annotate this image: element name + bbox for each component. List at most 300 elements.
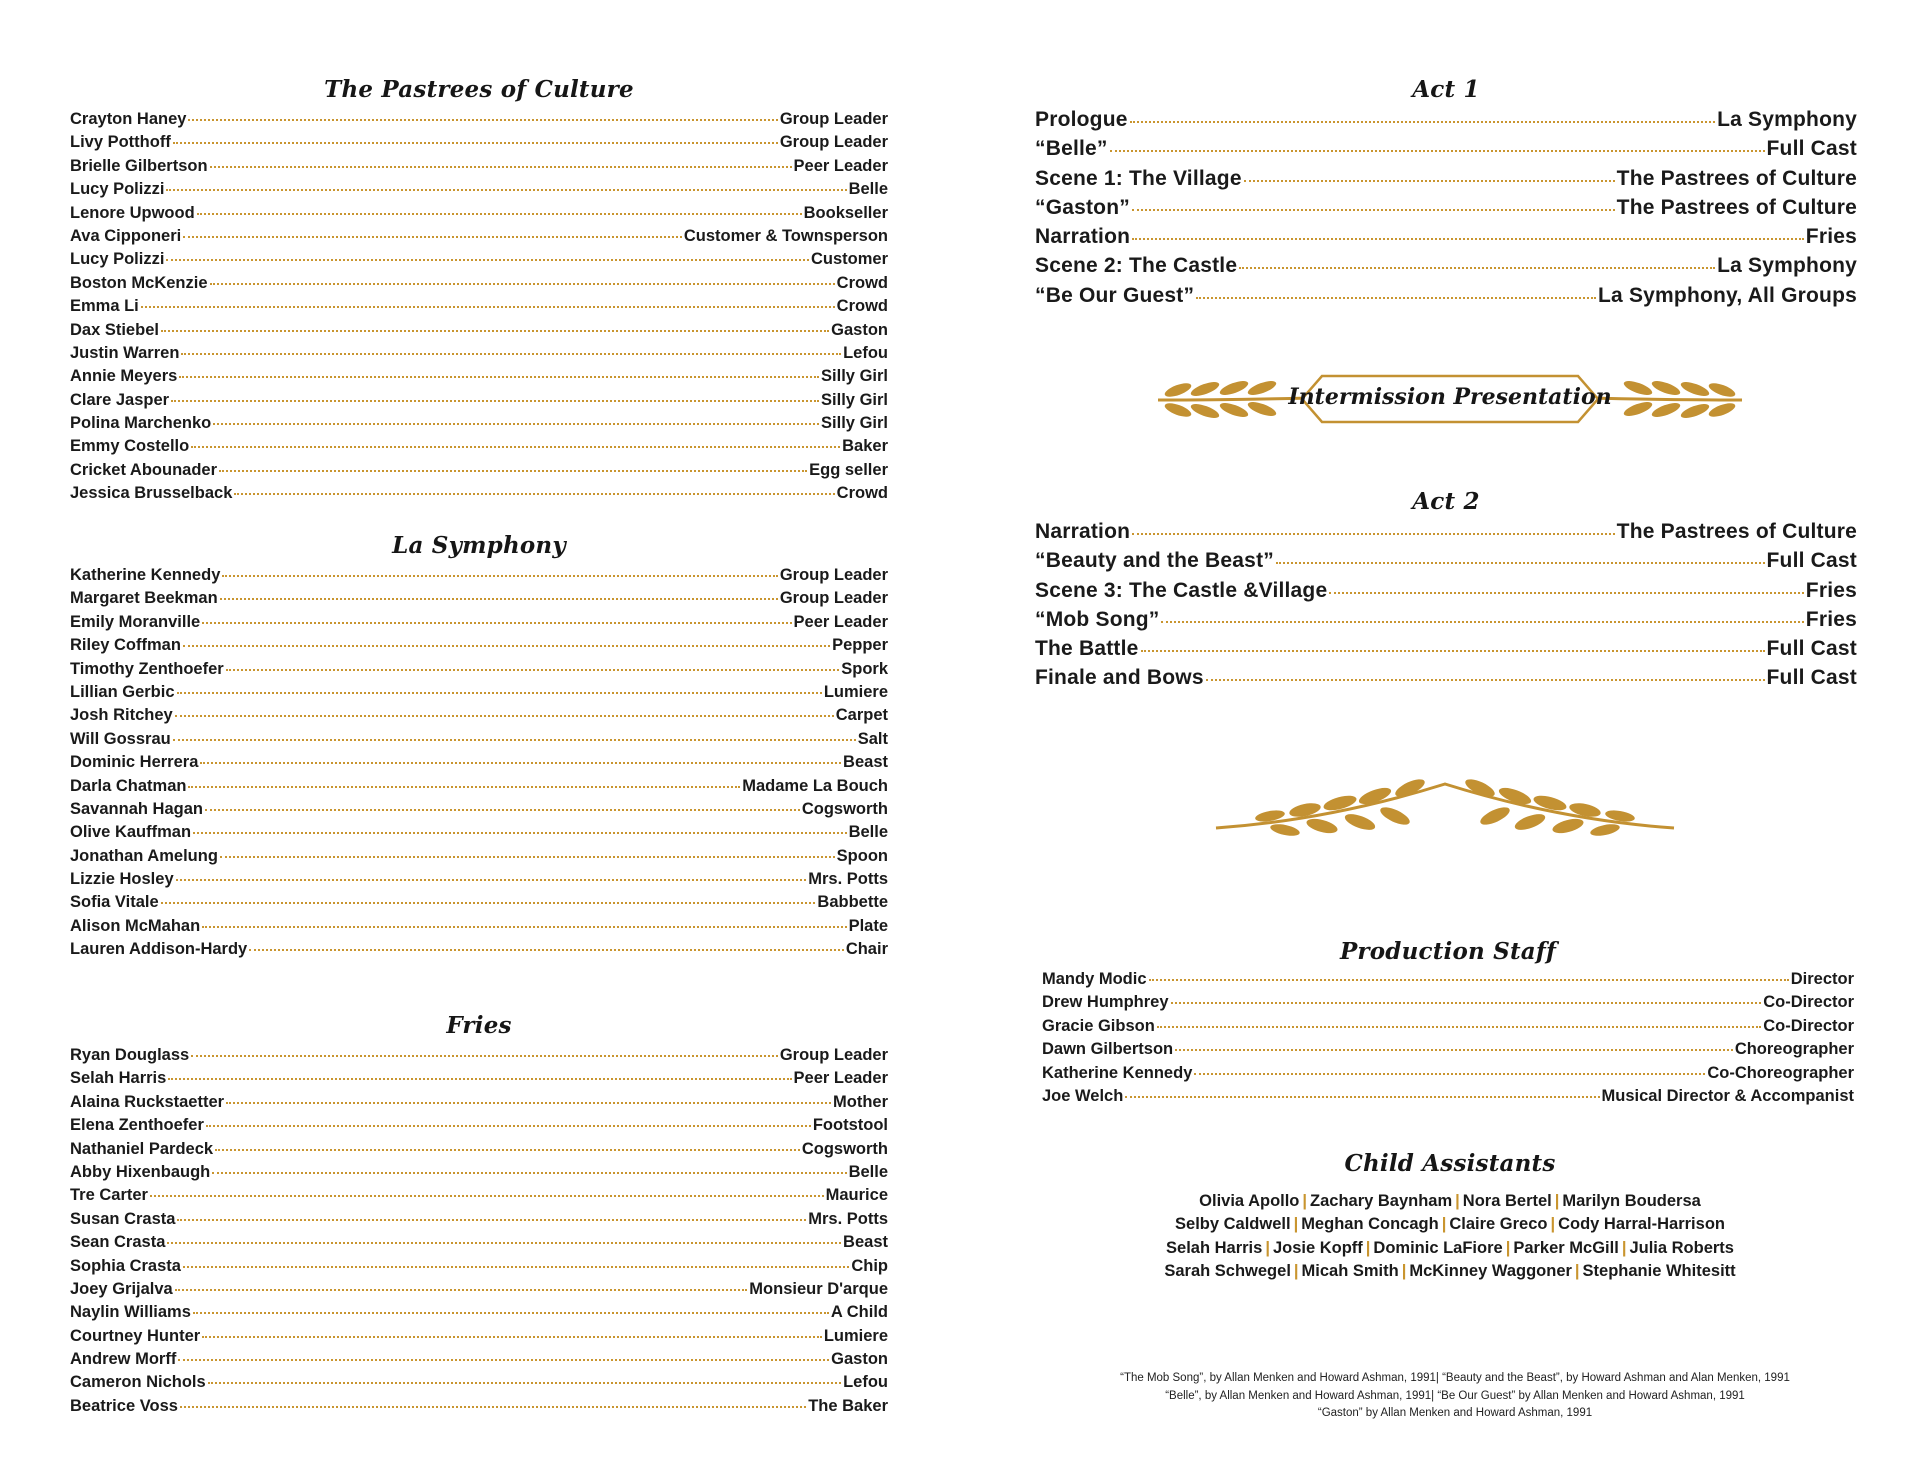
row-name: Nathaniel Pardeck	[70, 1139, 214, 1158]
row-name: Riley Coffman	[70, 636, 181, 655]
row-role: Customer	[810, 250, 888, 269]
cast-row	[70, 414, 888, 437]
cast-row	[70, 636, 888, 659]
row-role: Madame La Bouch	[742, 776, 888, 795]
act1-section	[1035, 76, 1857, 313]
row-role: Group Leader	[779, 133, 888, 152]
dot-leader	[183, 236, 682, 238]
row-name: Lauren Addison-Hardy	[70, 940, 248, 959]
row-role: Belle	[848, 180, 888, 199]
dot-leader	[175, 715, 834, 717]
row-name: Clare Jasper	[70, 390, 170, 409]
cast-row	[70, 1233, 888, 1256]
assistant-name: Selby Caldwell	[1175, 1215, 1291, 1234]
separator: |	[1265, 1238, 1270, 1257]
row-role: Choreographer	[1734, 1040, 1854, 1059]
assistant-name: Nora Bertel	[1462, 1192, 1552, 1210]
cast-row	[70, 484, 888, 507]
assistants-list	[1100, 1190, 1800, 1284]
row-name: Alaina Ruckstaetter	[70, 1092, 225, 1111]
cast-row	[70, 940, 888, 963]
row-role: Beast	[843, 753, 888, 772]
row-name: Brielle Gilbertson	[70, 156, 208, 175]
song-credits	[1020, 1370, 1890, 1423]
row-name: Annie Meyers	[70, 367, 178, 386]
dot-leader	[202, 926, 846, 928]
row-role: Maurice	[825, 1186, 888, 1205]
row-name: Joey Grijalva	[70, 1279, 173, 1298]
section-heading: Act 2	[1412, 488, 1480, 515]
cast-row	[1035, 666, 1857, 695]
dot-leader	[1244, 180, 1615, 182]
cast-row	[70, 1280, 888, 1303]
row-role: Co-Choreographer	[1707, 1063, 1854, 1082]
row-role: Crowd	[836, 484, 888, 503]
row-role: Customer & Townsperson	[683, 226, 888, 245]
cast-row	[70, 344, 888, 367]
dot-leader	[234, 493, 834, 495]
row-name: Andrew Morff	[70, 1350, 177, 1369]
row-role: Fries	[1805, 578, 1857, 602]
assistant-name: Julia Roberts	[1629, 1238, 1734, 1257]
dot-leader	[1132, 238, 1804, 240]
row-name: Polina Marchenko	[70, 414, 212, 433]
dot-leader	[191, 446, 840, 448]
row-role: A Child	[830, 1303, 888, 1322]
assistant-name: Olivia Apollo	[1199, 1192, 1300, 1210]
dot-leader	[166, 259, 809, 261]
laurel-divider-icon	[1210, 778, 1680, 838]
separator: |	[1574, 1262, 1580, 1281]
cast-row	[70, 800, 888, 823]
dot-leader	[173, 739, 856, 741]
assistant-name: Cody Harral-Harrison	[1558, 1215, 1725, 1234]
separator: |	[1554, 1192, 1560, 1210]
dot-leader	[171, 400, 819, 402]
dot-leader	[1239, 267, 1715, 269]
cast-row	[70, 1350, 888, 1373]
cast-row	[1035, 549, 1857, 578]
row-role: Mother	[833, 1092, 888, 1111]
dot-leader	[1276, 562, 1765, 564]
cast-row	[1035, 196, 1857, 225]
cast-row	[70, 461, 888, 484]
dot-leader	[202, 1336, 822, 1338]
row-name: Dax Stiebel	[70, 320, 159, 339]
symphony-section	[70, 532, 888, 964]
cast-row	[70, 297, 888, 320]
cast-row	[1042, 1040, 1854, 1063]
row-name: Josh Ritchey	[70, 706, 173, 725]
separator: |	[1621, 1238, 1627, 1257]
row-name: “Beauty and the Beast”	[1035, 549, 1274, 573]
row-name: “Be Our Guest”	[1035, 283, 1195, 307]
cast-row	[70, 589, 888, 612]
row-role: Belle	[848, 823, 888, 842]
row-name: Sean Crasta	[70, 1233, 166, 1252]
assistants-line	[1100, 1260, 1800, 1283]
section-heading: Fries	[446, 1012, 512, 1039]
row-role: Chair	[845, 940, 888, 959]
row-role: La Symphony	[1717, 254, 1857, 278]
cast-row	[1035, 637, 1857, 666]
dot-leader	[188, 119, 777, 121]
row-name: Narration	[1035, 520, 1131, 543]
row-name: Katherine Kennedy	[70, 566, 221, 584]
dot-leader	[166, 189, 846, 191]
row-role: La Symphony	[1717, 108, 1857, 131]
cast-row	[1035, 108, 1857, 137]
dot-leader	[183, 1266, 849, 1268]
dot-leader	[181, 353, 841, 355]
dot-leader	[193, 832, 847, 834]
cast-row	[1035, 137, 1857, 166]
dot-leader	[161, 902, 816, 904]
dot-leader	[1132, 533, 1615, 535]
assistant-name: Marilyn Boudersa	[1562, 1192, 1701, 1210]
cast-row	[70, 1397, 888, 1420]
dot-leader	[141, 306, 835, 308]
row-role: Chip	[851, 1256, 888, 1275]
row-name: Drew Humphrey	[1042, 993, 1169, 1012]
row-role: Gaston	[831, 320, 888, 339]
dot-leader	[220, 598, 778, 600]
row-name: Dawn Gilbertson	[1042, 1040, 1174, 1059]
row-name: Livy Potthoff	[70, 133, 171, 152]
assistants-line	[1100, 1237, 1800, 1260]
row-name: Courtney Hunter	[70, 1326, 201, 1345]
dot-leader	[175, 1289, 748, 1291]
cast-row	[70, 227, 888, 250]
row-name: Sofia Vitale	[70, 893, 159, 912]
row-role: Cogsworth	[801, 1139, 888, 1158]
dot-leader	[220, 856, 835, 858]
row-role: Silly Girl	[821, 390, 888, 409]
dot-leader	[212, 1172, 846, 1174]
cast-row	[70, 730, 888, 753]
dot-leader	[1161, 621, 1803, 623]
cast-row	[70, 1163, 888, 1186]
cast-row	[1035, 225, 1857, 254]
row-role: Mrs. Potts	[808, 870, 888, 889]
cast-row	[70, 753, 888, 776]
row-name: Katherine Kennedy	[1042, 1063, 1193, 1082]
cast-row	[70, 204, 888, 227]
credit-line: “Gaston” by Allan Menken and Howard Ashman, 1991	[1317, 1407, 1593, 1419]
row-role: Co-Director	[1763, 1016, 1854, 1035]
assistant-name: Parker McGill	[1513, 1238, 1619, 1257]
row-role: Group Leader	[779, 1046, 888, 1064]
row-name: Scene 3: The Castle &Village	[1035, 578, 1328, 602]
row-role: Peer Leader	[793, 1069, 888, 1088]
cast-row	[70, 566, 888, 589]
cast-row	[1035, 284, 1857, 313]
row-role: Group Leader	[779, 110, 888, 128]
row-role: Peer Leader	[793, 156, 888, 175]
row-role: Babbette	[817, 893, 888, 912]
staff-list	[1042, 970, 1854, 1110]
laurel-divider	[1210, 778, 1680, 838]
cast-row	[1042, 1087, 1854, 1110]
separator: |	[1441, 1215, 1447, 1234]
row-name: Olive Kauffman	[70, 823, 192, 842]
row-name: Sophia Crasta	[70, 1256, 181, 1275]
dot-leader	[150, 1195, 824, 1197]
row-name: Lucy Polizzi	[70, 250, 165, 269]
row-name: Finale and Bows	[1035, 666, 1204, 690]
row-name: Cricket Abounader	[70, 460, 218, 479]
row-name: Cameron Nichols	[70, 1373, 206, 1392]
row-role: Crowd	[836, 273, 888, 292]
dot-leader	[168, 1078, 791, 1080]
dot-leader	[226, 669, 840, 671]
row-role: Group Leader	[779, 589, 888, 608]
cast-row	[1035, 167, 1857, 196]
row-name: Prologue	[1035, 108, 1128, 131]
row-role: Silly Girl	[821, 367, 888, 386]
cast-row	[70, 683, 888, 706]
cast-row	[70, 133, 888, 156]
dot-leader	[188, 786, 740, 788]
separator: |	[1293, 1262, 1299, 1281]
cast-row	[70, 1186, 888, 1209]
dot-leader	[1110, 150, 1765, 152]
dot-leader	[215, 1149, 800, 1151]
assistant-name: Sarah Schwegel	[1164, 1262, 1291, 1281]
row-name: Naylin Williams	[70, 1303, 191, 1322]
row-name: Narration	[1035, 225, 1131, 249]
row-name: Alison McMahan	[70, 916, 201, 935]
cast-row	[1042, 1017, 1854, 1040]
row-name: Scene 2: The Castle	[1035, 254, 1238, 278]
cast-row	[70, 917, 888, 940]
row-name: Elena Zenthoefer	[70, 1116, 204, 1135]
dot-leader	[1132, 209, 1615, 211]
dot-leader	[1157, 1026, 1761, 1028]
row-name: Jonathan Amelung	[70, 846, 218, 865]
row-name: Margaret Beekman	[70, 589, 218, 608]
cast-row	[70, 180, 888, 203]
cast-row	[70, 1373, 888, 1396]
row-role: Full Cast	[1766, 137, 1857, 161]
cast-row	[70, 321, 888, 344]
row-name: Lillian Gerbic	[70, 682, 175, 701]
assistants-line	[1100, 1213, 1800, 1236]
row-role: Group Leader	[779, 566, 888, 584]
row-role: Mrs. Potts	[808, 1209, 888, 1228]
cast-row	[70, 1257, 888, 1280]
section-heading: The Pastrees of Culture	[324, 76, 634, 103]
row-name: Ava Cipponeri	[70, 226, 182, 245]
row-role: Pepper	[832, 636, 888, 655]
cast-row	[1042, 993, 1854, 1016]
row-name: Savannah Hagan	[70, 799, 203, 818]
dot-leader	[208, 1382, 841, 1384]
dot-leader	[1206, 679, 1765, 681]
cast-row	[1035, 579, 1857, 608]
row-name: Crayton Haney	[70, 110, 187, 128]
assistant-name: Selah Harris	[1166, 1238, 1263, 1257]
row-role: Fries	[1805, 607, 1857, 631]
section-heading: La Symphony	[392, 532, 566, 559]
row-name: Boston McKenzie	[70, 273, 208, 292]
cast-row	[70, 1046, 888, 1069]
cast-row	[70, 823, 888, 846]
separator: |	[1401, 1262, 1407, 1281]
row-role: Egg seller	[809, 460, 888, 479]
row-role: Spork	[841, 659, 888, 678]
dot-leader	[202, 622, 791, 624]
cast-row	[70, 847, 888, 870]
dot-leader	[200, 762, 841, 764]
row-role: The Baker	[808, 1396, 888, 1415]
fries-section	[70, 1012, 888, 1420]
dot-leader	[1141, 650, 1765, 652]
intermission-banner	[1150, 362, 1750, 432]
assistant-name: Zachary Baynham	[1310, 1192, 1453, 1210]
separator: |	[1505, 1238, 1511, 1257]
row-role: Full Cast	[1766, 549, 1857, 573]
cast-row	[70, 250, 888, 273]
row-role: Full Cast	[1766, 666, 1857, 690]
row-name: Justin Warren	[70, 343, 180, 362]
row-role: The Pastrees of Culture	[1616, 166, 1857, 190]
assistant-name: Josie Kopff	[1272, 1238, 1363, 1257]
row-role: Cogsworth	[801, 799, 888, 818]
row-name: Will Gossrau	[70, 729, 171, 748]
row-role: Lefou	[843, 343, 888, 362]
dot-leader	[206, 1125, 811, 1127]
dot-leader	[205, 809, 800, 811]
row-role: Footstool	[812, 1116, 888, 1135]
row-role: Director	[1790, 970, 1854, 988]
row-name: “Mob Song”	[1035, 607, 1160, 631]
cast-row	[1035, 254, 1857, 283]
staff-section	[1042, 938, 1854, 1110]
assistants-line	[1100, 1190, 1800, 1213]
dot-leader	[176, 879, 807, 881]
act2-section	[1035, 488, 1857, 696]
assistant-name: Claire Greco	[1449, 1215, 1548, 1234]
dot-leader	[222, 575, 777, 577]
dot-leader	[183, 645, 830, 647]
cast-row	[70, 1093, 888, 1116]
dot-leader	[249, 949, 844, 951]
assistant-name: McKinney Waggoner	[1409, 1262, 1572, 1281]
dot-leader	[191, 1055, 778, 1057]
separator: |	[1293, 1215, 1299, 1234]
dot-leader	[173, 142, 778, 144]
row-name: Tre Carter	[70, 1186, 148, 1205]
row-role: Carpet	[835, 706, 888, 725]
cast-row	[70, 870, 888, 893]
row-name: Emily Moranville	[70, 612, 201, 631]
row-name: The Battle	[1035, 637, 1139, 661]
assistant-name: Stephanie Whitesitt	[1582, 1262, 1736, 1281]
row-name: Abby Hixenbaugh	[70, 1162, 211, 1181]
credit-line: “The Mob Song”, by Allan Menken and Howard Ashman, 1991| “Beauty and the Beast”, by Howard Ashman and Alan Menken, 1991	[1120, 1372, 1790, 1384]
row-name: Emma Li	[70, 297, 139, 316]
dot-leader	[179, 376, 819, 378]
dot-leader	[226, 1102, 831, 1104]
dot-leader	[1149, 979, 1789, 981]
row-role: Gaston	[831, 1350, 888, 1369]
dot-leader	[161, 330, 829, 332]
dot-leader	[177, 1219, 806, 1221]
dot-leader	[177, 692, 822, 694]
dot-leader	[1196, 297, 1596, 299]
dot-leader	[197, 213, 802, 215]
row-name: Mandy Modic	[1042, 970, 1147, 988]
row-name: Lizzie Hosley	[70, 870, 174, 889]
row-role: Full Cast	[1766, 637, 1857, 661]
pastrees-section	[70, 76, 888, 508]
cast-row	[70, 274, 888, 297]
separator: |	[1550, 1215, 1556, 1234]
row-role: Fries	[1805, 225, 1857, 249]
row-role: Crowd	[836, 297, 888, 316]
dot-leader	[178, 1359, 829, 1361]
program-list	[1035, 108, 1857, 313]
row-name: Dominic Herrera	[70, 753, 199, 772]
row-role: Peer Leader	[793, 612, 888, 631]
dot-leader	[193, 1312, 829, 1314]
row-role: The Pastrees of Culture	[1616, 520, 1857, 543]
row-role: Belle	[848, 1162, 888, 1181]
row-role: Salt	[857, 729, 888, 748]
row-name: Ryan Douglass	[70, 1046, 190, 1064]
row-name: “Belle”	[1035, 137, 1108, 161]
cast-list	[70, 1046, 888, 1420]
row-name: Joe Welch	[1042, 1086, 1124, 1105]
cast-row	[1042, 970, 1854, 993]
cast-row	[70, 706, 888, 729]
cast-row	[1035, 608, 1857, 637]
assistant-name: Meghan Concagh	[1301, 1215, 1439, 1234]
row-name: Gracie Gibson	[1042, 1016, 1155, 1035]
credit-line: “Belle”, by Allan Menken and Howard Ashman, 1991| “Be Our Guest” by Allan Menken and Howard Ashman, 1991	[1165, 1389, 1745, 1402]
cast-row	[70, 391, 888, 414]
row-name: Jessica Brusselback	[70, 484, 233, 503]
cast-row	[70, 777, 888, 800]
cast-row	[70, 1140, 888, 1163]
row-role: Beast	[843, 1233, 888, 1252]
row-role: La Symphony, All Groups	[1598, 283, 1857, 307]
row-role: Bookseller	[803, 203, 888, 222]
cast-row	[70, 110, 888, 133]
row-role: Lefou	[843, 1373, 888, 1392]
cast-row	[1035, 520, 1857, 549]
row-role: Musical Director & Accompanist	[1601, 1086, 1854, 1105]
row-name: Beatrice Voss	[70, 1396, 178, 1415]
assistant-name: Micah Smith	[1301, 1262, 1399, 1281]
row-name: Darla Chatman	[70, 776, 187, 795]
cast-row	[70, 1303, 888, 1326]
separator: |	[1455, 1192, 1460, 1210]
row-name: Selah Harris	[70, 1069, 167, 1088]
section-heading: Act 1	[1412, 76, 1480, 103]
row-role: Co-Director	[1763, 993, 1854, 1012]
row-role: Spoon	[836, 846, 888, 865]
dot-leader	[167, 1242, 841, 1244]
row-role: Baker	[842, 437, 888, 456]
intermission-label: Intermission Presentation	[1288, 384, 1612, 410]
row-name: Susan Crasta	[70, 1209, 176, 1228]
dot-leader	[1175, 1049, 1733, 1051]
row-role: Plate	[848, 916, 888, 935]
dot-leader	[1329, 592, 1803, 594]
row-role: Lumiere	[823, 682, 888, 701]
